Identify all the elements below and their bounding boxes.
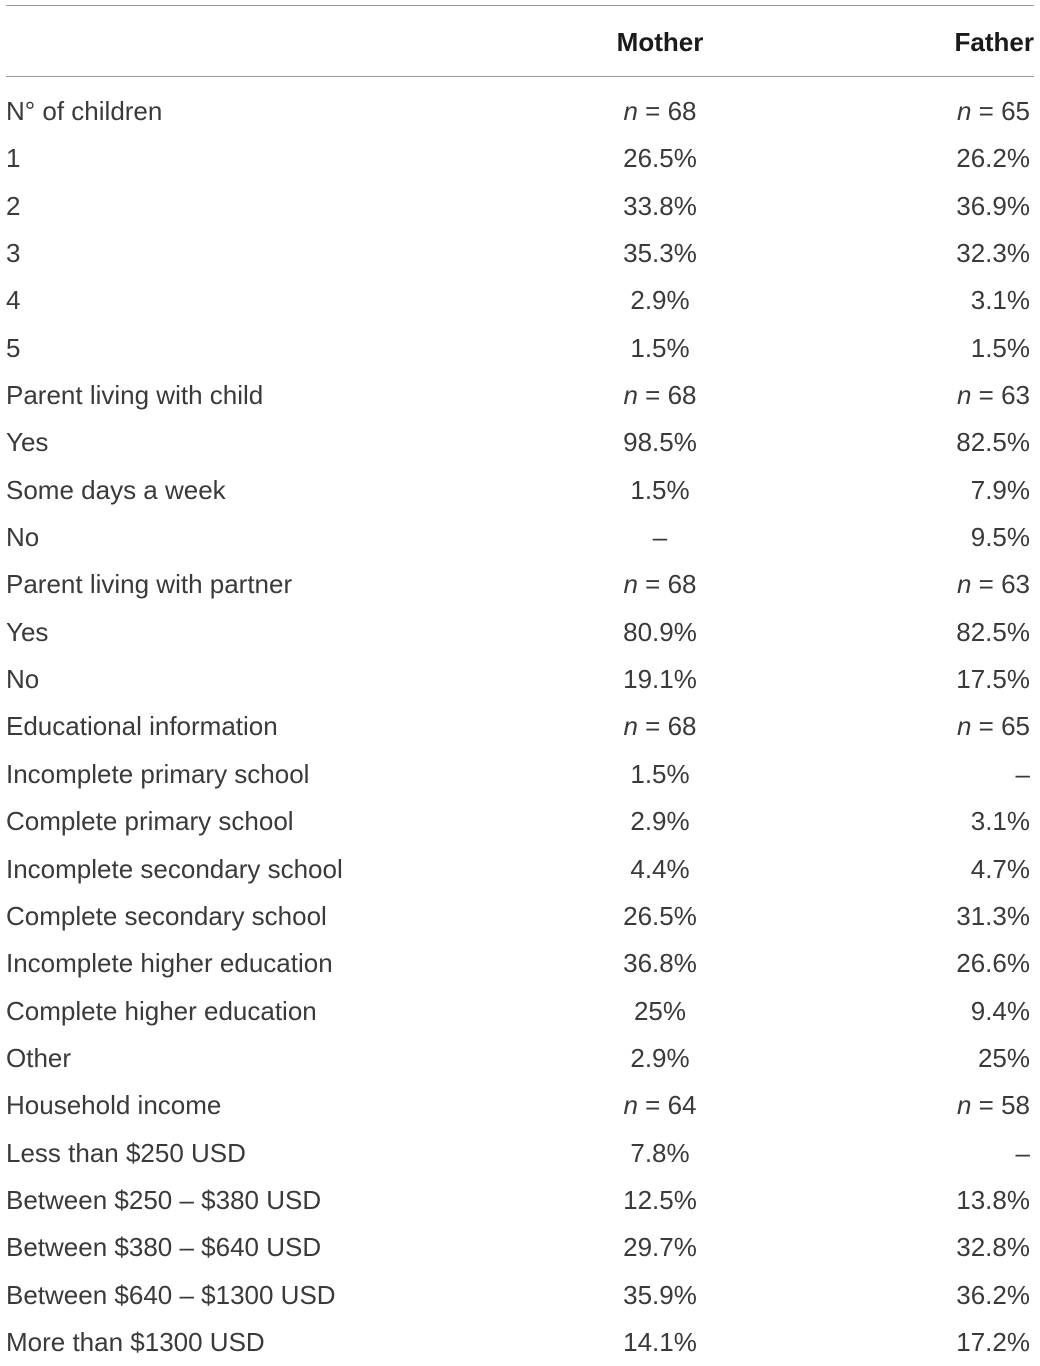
cell-mother (560, 1082, 760, 1129)
table-row (0, 372, 1040, 419)
cell-value: 1.5% (630, 332, 690, 363)
cell-value: 26.6% (956, 948, 1030, 979)
table-row (0, 230, 1040, 277)
row-label: Between $640 – $1300 USD (6, 1279, 336, 1310)
row-label: 5 (6, 332, 21, 363)
sample-size-symbol: n (623, 1090, 638, 1121)
cell-value: = 64 (637, 1090, 697, 1121)
sample-size-symbol: n (956, 96, 972, 126)
cell-value: 31.3% (956, 900, 1030, 931)
cell-value: – (1015, 758, 1030, 789)
cell-value: 13.8% (956, 1184, 1030, 1215)
cell-father (834, 940, 1030, 987)
cell-value: 29.7% (623, 1232, 697, 1263)
cell-mother (560, 751, 760, 798)
column-header-mother: Mother (616, 27, 704, 57)
cell-value: 4.7% (970, 853, 1030, 884)
table-row (0, 1319, 1040, 1366)
cell-mother (560, 940, 760, 987)
row-label: Incomplete primary school (6, 758, 310, 789)
cell-father (834, 609, 1030, 656)
row-label: 1 (6, 143, 21, 174)
cell-mother (560, 1177, 760, 1224)
cell-value: = 63 (971, 569, 1030, 600)
cell-father (834, 656, 1030, 703)
row-label: More than $1300 USD (6, 1326, 265, 1357)
cell-mother (560, 1319, 760, 1366)
table-row (0, 277, 1040, 324)
row-label: Parent living with child (6, 380, 264, 411)
cell-mother (560, 609, 760, 656)
cell-value: = 68 (637, 711, 697, 742)
cell-mother (560, 703, 760, 750)
cell-mother (560, 1035, 760, 1082)
cell-value: = 65 (971, 711, 1030, 742)
cell-value: 9.4% (970, 995, 1030, 1026)
cell-mother (560, 88, 760, 135)
sample-size-symbol: n (956, 1090, 972, 1121)
table-row (0, 1224, 1040, 1271)
cell-value: 26.5% (623, 900, 697, 931)
cell-mother (560, 846, 760, 893)
table-row (0, 846, 1040, 893)
cell-value: 17.5% (956, 664, 1030, 695)
row-label: 3 (6, 238, 21, 269)
cell-father (834, 703, 1030, 750)
row-label: No (6, 522, 40, 553)
cell-father (834, 1082, 1030, 1129)
row-label: Complete higher education (6, 995, 317, 1026)
cell-value: 82.5% (956, 427, 1030, 458)
table-header-rule (6, 76, 1034, 77)
cell-father (834, 1130, 1030, 1177)
sample-size-symbol: n (956, 569, 972, 600)
table-row (0, 1272, 1040, 1319)
row-label: Other (6, 1042, 72, 1073)
cell-mother (560, 277, 760, 324)
cell-value: 2.9% (630, 806, 690, 837)
cell-value: 12.5% (623, 1184, 697, 1215)
row-label: Some days a week (6, 474, 226, 505)
table-row (0, 88, 1040, 135)
row-label: Incomplete secondary school (6, 853, 343, 884)
cell-mother (560, 988, 760, 1035)
table-row (0, 609, 1040, 656)
row-label: Between $250 – $380 USD (6, 1184, 322, 1215)
row-label: Yes (6, 616, 49, 647)
cell-father (834, 846, 1030, 893)
table-row (0, 751, 1040, 798)
table-row (0, 325, 1040, 372)
table-row (0, 988, 1040, 1035)
row-label: Incomplete higher education (6, 948, 333, 979)
cell-father (834, 325, 1030, 372)
table-body (0, 88, 1040, 1366)
table-row (0, 561, 1040, 608)
row-label: N° of children (6, 96, 163, 126)
cell-father (834, 1035, 1030, 1082)
cell-mother (560, 893, 760, 940)
cell-value: 82.5% (956, 616, 1030, 647)
row-label: Yes (6, 427, 49, 458)
cell-mother (560, 656, 760, 703)
cell-value: = 68 (637, 380, 697, 411)
cell-father (834, 751, 1030, 798)
table-row (0, 135, 1040, 182)
cell-mother (560, 372, 760, 419)
table-row (0, 798, 1040, 845)
cell-father (834, 893, 1030, 940)
cell-value: 26.5% (623, 143, 697, 174)
table-row (0, 467, 1040, 514)
cell-value: = 68 (637, 569, 697, 600)
sample-size-symbol: n (956, 380, 972, 411)
sample-size-symbol: n (956, 711, 972, 742)
cell-value: 14.1% (623, 1326, 697, 1357)
sample-size-symbol: n (623, 711, 638, 742)
cell-mother (560, 798, 760, 845)
row-label: No (6, 664, 40, 695)
cell-father (834, 561, 1030, 608)
row-label: Between $380 – $640 USD (6, 1232, 322, 1263)
cell-father (834, 183, 1030, 230)
cell-value: 32.3% (956, 238, 1030, 269)
row-label: Complete primary school (6, 806, 294, 837)
cell-value: = 58 (971, 1090, 1030, 1121)
cell-father (834, 230, 1030, 277)
cell-value: 36.9% (956, 190, 1030, 221)
cell-mother (560, 514, 760, 561)
table-row (0, 183, 1040, 230)
cell-mother (560, 183, 760, 230)
cell-value: 1.5% (630, 758, 690, 789)
table-row (0, 703, 1040, 750)
cell-mother (560, 135, 760, 182)
cell-value: 36.2% (956, 1279, 1030, 1310)
table-row (0, 514, 1040, 561)
cell-mother (560, 1272, 760, 1319)
cell-value: 26.2% (956, 143, 1030, 174)
cell-mother (560, 1224, 760, 1271)
table-row (0, 1130, 1040, 1177)
cell-value: 7.8% (630, 1137, 690, 1168)
table-row (0, 940, 1040, 987)
cell-father (834, 467, 1030, 514)
cell-value: – (652, 522, 668, 553)
cell-value: – (1015, 1137, 1030, 1168)
cell-father (834, 1319, 1030, 1366)
cell-value: 4.4% (630, 853, 690, 884)
table-row (0, 1082, 1040, 1129)
sample-size-symbol: n (623, 569, 638, 600)
cell-mother (560, 230, 760, 277)
cell-value: = 68 (637, 96, 697, 126)
cell-value: 1.5% (970, 332, 1030, 363)
cell-value: 25% (633, 995, 687, 1026)
cell-father (834, 277, 1030, 324)
table-row (0, 419, 1040, 466)
cell-father (834, 419, 1030, 466)
table-row (0, 893, 1040, 940)
cell-value: 35.9% (623, 1279, 697, 1310)
row-label: Household income (6, 1090, 222, 1121)
cell-value: 2.9% (630, 1042, 690, 1073)
cell-value: 32.8% (956, 1232, 1030, 1263)
cell-value: 17.2% (956, 1326, 1030, 1357)
cell-mother (560, 467, 760, 514)
cell-father (834, 135, 1030, 182)
sample-size-symbol: n (623, 96, 638, 126)
table-row (0, 1177, 1040, 1224)
cell-value: = 63 (971, 380, 1030, 411)
cell-value: 36.8% (623, 948, 697, 979)
cell-value: 7.9% (970, 474, 1030, 505)
cell-father (834, 372, 1030, 419)
cell-value: 98.5% (623, 427, 697, 458)
cell-father (834, 1177, 1030, 1224)
cell-value: 9.5% (970, 522, 1030, 553)
row-label: Less than $250 USD (6, 1137, 246, 1168)
cell-value: 2.9% (630, 285, 690, 316)
cell-value: 25% (977, 1042, 1030, 1073)
table-row (0, 1035, 1040, 1082)
cell-mother (560, 1130, 760, 1177)
table-header (0, 5, 1040, 76)
row-label: Parent living with partner (6, 569, 293, 600)
column-header-father: Father (954, 27, 1034, 57)
cell-father (834, 88, 1030, 135)
cell-mother (560, 561, 760, 608)
row-label: 2 (6, 190, 21, 221)
cell-mother (560, 419, 760, 466)
sample-size-symbol: n (623, 380, 638, 411)
cell-father (834, 514, 1030, 561)
cell-father (834, 1272, 1030, 1319)
cell-value: 3.1% (970, 806, 1030, 837)
cell-father (834, 1224, 1030, 1271)
cell-value: 19.1% (623, 664, 697, 695)
cell-value: 80.9% (623, 616, 697, 647)
cell-value: 33.8% (623, 190, 697, 221)
table-row (0, 656, 1040, 703)
cell-value: 35.3% (623, 238, 697, 269)
row-label: 4 (6, 285, 21, 316)
cell-value: 3.1% (970, 285, 1030, 316)
cell-value: = 65 (971, 96, 1030, 126)
row-label: Complete secondary school (6, 900, 327, 931)
cell-value: 1.5% (630, 474, 690, 505)
cell-mother (560, 325, 760, 372)
cell-father (834, 988, 1030, 1035)
row-label: Educational information (6, 711, 278, 742)
cell-father (834, 798, 1030, 845)
